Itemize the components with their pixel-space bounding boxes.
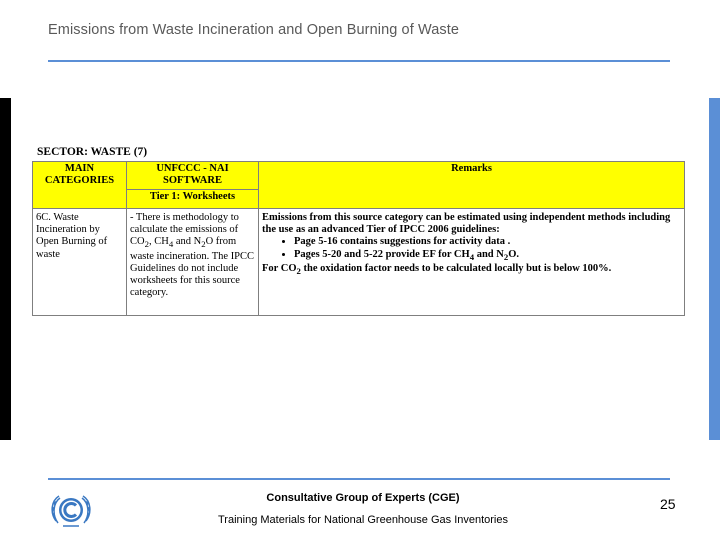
sector-table	[32, 161, 685, 316]
remarks-bullets	[262, 236, 681, 263]
header-remarks: Remarks	[259, 162, 685, 209]
slide-title: Emissions from Waste Incineration and Open Burning of Waste	[48, 22, 460, 38]
remarks-bullet-emission-factors: • Pages 5-20 and 5-22 provide EF for $CH_4$ and $N_2O$.	[294, 249, 681, 263]
footer-subtitle: Training Materials for National Greenhouse Gas Inventories	[217, 514, 508, 526]
right-side-bar	[709, 98, 720, 440]
header-main-categories: MAIN CATEGORIES	[33, 162, 127, 209]
header-software	[127, 162, 259, 209]
page-number: 25	[660, 496, 676, 512]
header-software-tier: Tier 1: Worksheets	[149, 191, 236, 202]
remarks-intro: Emissions from this source category can be estimated using independent methods including the use as an advanced Tier of IPCC 2006 guidelines:	[262, 212, 671, 236]
header-software-title: UNFCCC - NAI SOFTWARE	[127, 162, 258, 190]
left-side-bar	[0, 98, 11, 440]
top-divider	[48, 60, 670, 62]
bottom-divider	[48, 478, 670, 480]
table-row	[33, 209, 685, 316]
remarks-closing: For $CO_2$ the oxidation factor needs to be calculated locally but is below 100%.	[262, 262, 612, 276]
sector-title: SECTOR: WASTE (7)	[37, 146, 148, 158]
remarks-bullet-activity-data: • Page 5-16 contains suggestions for activity data .	[294, 236, 681, 248]
table-header-row	[33, 162, 685, 209]
category-cell: 6C. Waste Incineration by Open Burning of waste	[33, 209, 127, 316]
software-cell: - There is methodology to calculate the emissions of $CO_2$, $CH_4$ and $N_2O$ from waste incineration. The IPCC Guidelines do not include worksheets for this source category.	[127, 209, 259, 316]
unfccc-logo-icon	[48, 491, 94, 529]
remarks-cell	[259, 209, 685, 316]
sector-table-image	[32, 145, 684, 316]
footer-organization: Consultative Group of Experts (CGE)	[266, 492, 460, 504]
